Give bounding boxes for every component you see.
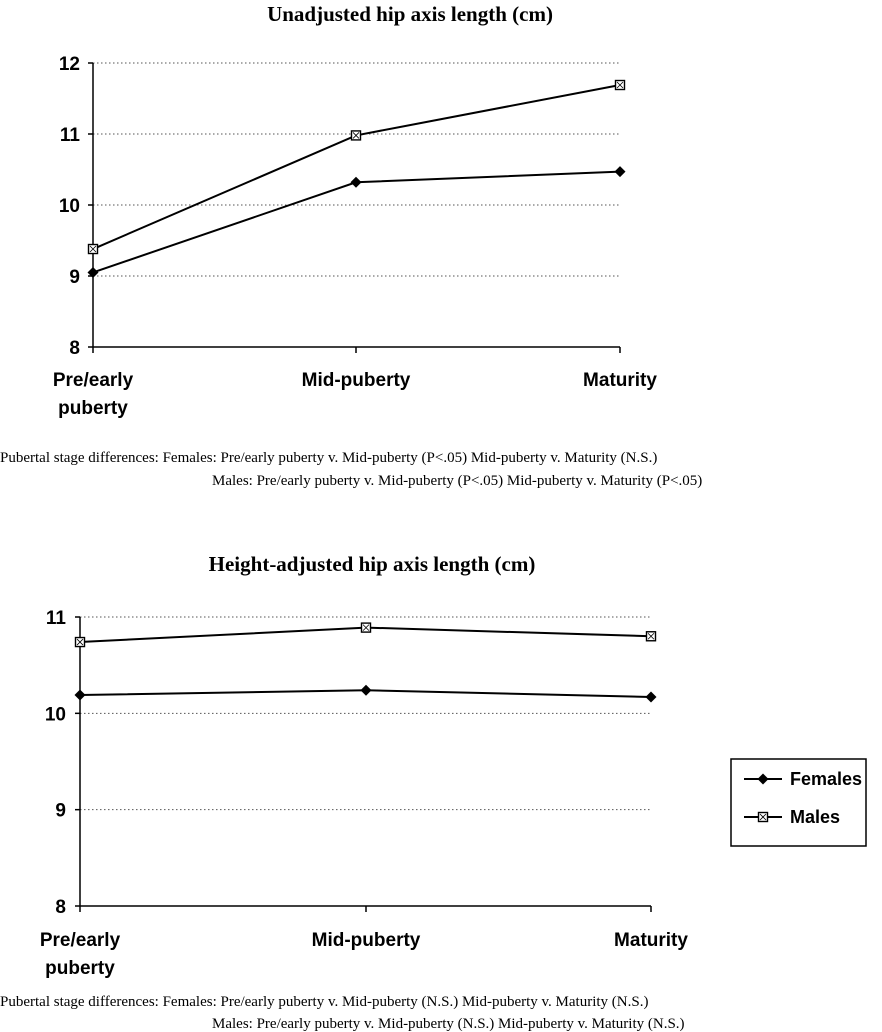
y-tick-label: 11 (45, 608, 66, 629)
series-females (75, 685, 657, 703)
stats-note-females: Pubertal stage differences: Females: Pre/early puberty v. Mid-puberty (P<.05) Mid-puberty v. Maturity (N.S.) (0, 450, 658, 466)
males-line (93, 85, 620, 249)
x-tick-label: Mid-puberty (301, 370, 411, 391)
chart-1 (0, 2, 702, 489)
x-tick-label: Pre/early puberty (39, 930, 121, 979)
legend-label: Females (790, 769, 863, 789)
legend-label: Males (790, 807, 841, 827)
females-point (646, 691, 657, 702)
legend (731, 759, 866, 846)
chart-title: Height-adjusted hip axis length (cm) (208, 552, 536, 576)
x-tick-label: Maturity (583, 370, 657, 391)
males-point (352, 131, 361, 140)
stats-note-males: Males: Pre/early puberty v. Mid-puberty (N.S.) Mid-puberty v. Maturity (N.S.) (212, 1016, 685, 1032)
y-tick-label: 8 (55, 897, 66, 918)
legend-marker (759, 813, 768, 822)
males-point (616, 81, 625, 90)
chart-title: Unadjusted hip axis length (cm) (267, 2, 553, 26)
y-tick-label: 10 (44, 704, 66, 726)
stats-note-males: Males: Pre/early puberty v. Mid-puberty (P<.05) Mid-puberty v. Maturity (P<.05) (212, 473, 703, 489)
series-females (88, 166, 626, 278)
x-tick-label: Mid-puberty (311, 930, 421, 951)
y-tick-label: 9 (69, 267, 80, 288)
stats-note-females: Pubertal stage differences: Females: Pre/early puberty v. Mid-puberty (N.S.) Mid-puberty v. Maturity (N.S.) (0, 994, 649, 1010)
series-males (76, 623, 656, 646)
chart-2 (0, 552, 688, 1032)
females-point (615, 166, 626, 177)
females-point (75, 690, 86, 701)
series-males (89, 81, 625, 254)
x-tick-label: Maturity (614, 930, 688, 951)
y-tick-label: 9 (55, 800, 66, 822)
males-point (76, 638, 85, 647)
y-tick-label: 8 (69, 338, 80, 359)
females-point (351, 177, 362, 188)
x-tick-label: Pre/early puberty (52, 370, 134, 419)
females-point (361, 685, 372, 696)
y-tick-label: 11 (59, 125, 80, 146)
males-point (362, 623, 371, 632)
males-point (647, 632, 656, 641)
y-tick-label: 12 (58, 54, 80, 75)
y-tick-label: 10 (58, 196, 80, 217)
males-point (89, 245, 98, 254)
